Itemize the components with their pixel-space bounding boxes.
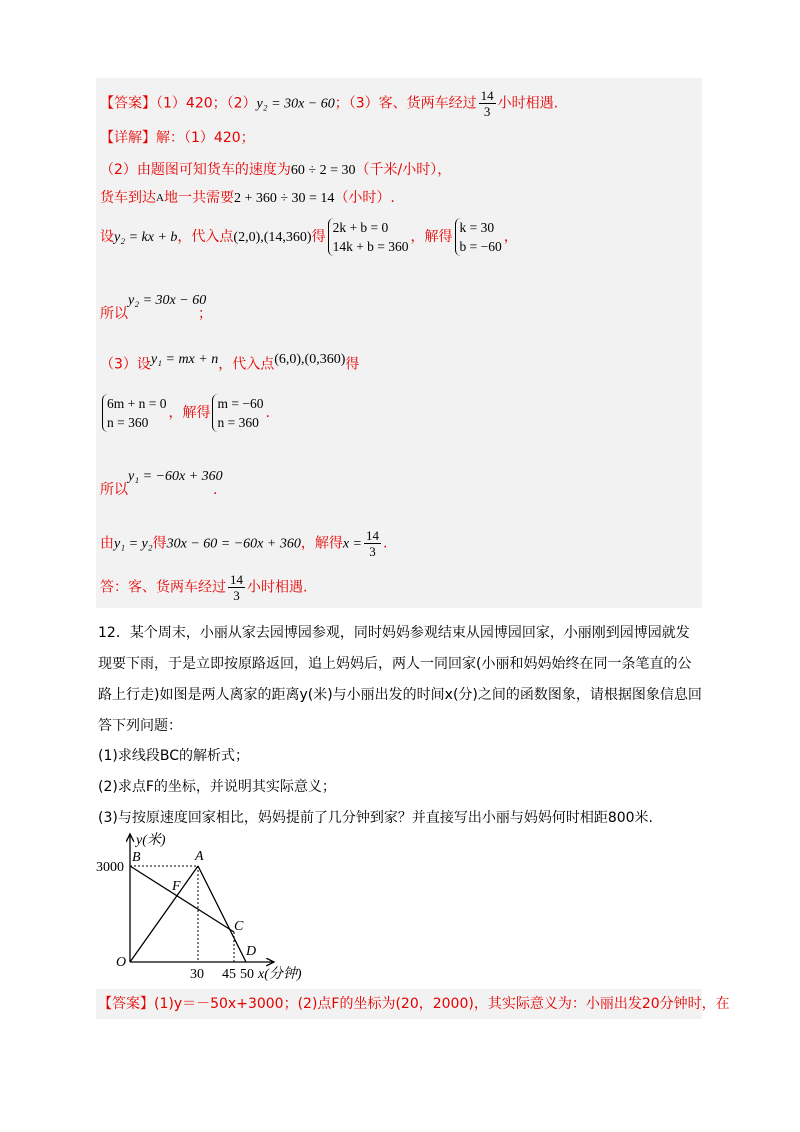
answer-line-2: 【详解】解：（1）420； — [100, 130, 255, 146]
answer-line-11: 答：客、货两车经过 $\frac{14}{3}$ 小时相遇. — [100, 572, 308, 603]
equation: y₂ = 30x − 60 — [256, 96, 335, 112]
x-axis-label: x(分钟) — [258, 967, 302, 982]
y-tick-label: 3000 — [96, 860, 124, 875]
equation-system: 2k + b = 0 14k + b = 360 — [328, 218, 409, 256]
fraction: $\frac{14}{3}$ — [366, 528, 379, 559]
answer-line-8: 6m + n = 0 n = 360 ，解得 m = −60 n = 360 . — [100, 394, 270, 432]
equation: 60 ÷ 2 = 30 — [290, 163, 356, 178]
answer-line-1: 【答案】（1）420；（2）y₂ = 30x − 60；（3）客、货两车经过 $\frac{14}{3}$ 小时相遇. — [100, 88, 559, 119]
x-tick-30: 30 — [190, 967, 204, 982]
bottom-answer-line: 【答案】(1)y＝－50x+3000；(2)点F的坐标为(20，2000)，其实际意义为：小丽出发20分钟时，在 — [98, 996, 730, 1012]
answer-line-3: （2）由题图可知货车的速度为60 ÷ 2 = 30（千米/小时）， — [100, 162, 452, 178]
question-text-3: 路上行走)如图是两人离家的距离y(米)与小丽出发的时间x(分)之间的函数图象，请根据图象信息回 — [98, 687, 702, 703]
point-a-label: A — [195, 849, 204, 864]
point-b-label: B — [132, 850, 141, 865]
sub-question-3: (3)与按原速度回家相比，妈妈提前了几分钟到家？并直接写出小丽与妈妈何时相距800米. — [98, 810, 654, 826]
origin-label: O — [116, 955, 127, 970]
point-c-label: C — [234, 919, 244, 934]
fraction: $\frac{14}{3}$ — [230, 572, 243, 603]
answer-tag: 【答案】 — [98, 996, 154, 1012]
equation: 2 + 360 ÷ 30 = 14 — [233, 191, 335, 206]
line-b-c — [130, 866, 234, 932]
function-graph — [94, 830, 324, 982]
answer-line-7: （3）设y₁ = mx + n，代入点(6,0),(0,360)得 — [100, 352, 360, 373]
answer-line-6a: y₂ = 30x − 60 — [128, 293, 207, 308]
answer-line-6b: 所以 ； — [100, 306, 212, 322]
answer-line-9a: y₁ = −60x + 360 — [128, 469, 223, 484]
answer-line-10: 由y₁ = y₂得30x − 60 = −60x + 360，解得x = $\frac{14}{3}$ . — [100, 528, 388, 559]
x-tick-50: 50 — [240, 967, 254, 982]
x-tick-45: 45 — [222, 967, 236, 982]
sub-question-2: (2)求点F的坐标，并说明其实际意义； — [98, 779, 336, 795]
equation-system: k = 30 b = −60 — [455, 218, 502, 256]
point-d-label: D — [246, 944, 257, 959]
question-text-4: 答下列问题： — [98, 718, 182, 734]
sub-question-1: (1)求线段BC的解析式； — [98, 748, 249, 764]
answer-line-9b: 所以 . — [100, 482, 218, 498]
answer-tag: 【答案】 — [100, 95, 156, 112]
point-f-label: F — [172, 879, 181, 894]
answer-line-5: 设y₂ = kx + b，代入点(2,0),(14,360)得 2k + b = 0 14k + b = 360 ，解得 k = 30 b = −60 ， — [100, 220, 518, 254]
detail-tag: 【详解】 — [100, 130, 156, 146]
equation-system: 6m + n = 0 n = 360 — [102, 394, 166, 432]
question-text-1: 12．某个周末，小丽从家去园博园参观，同时妈妈参观结束从园博园回家，小丽刚到园博园就发 — [98, 625, 690, 641]
question-text-2: 现要下雨，于是立即按原路返回，追上妈妈后，两人一同回家(小丽和妈妈始终在同一条笔直的公 — [98, 656, 692, 672]
equation-system: m = −60 n = 360 — [212, 394, 263, 432]
fraction: $\frac{14}{3}$ — [480, 88, 494, 119]
line-o-a — [130, 866, 198, 962]
y-axis-label: y(米) — [136, 833, 166, 848]
answer-line-4: 货车到达$^A$地一共需要2 + 360 ÷ 30 = 14（小时）. — [100, 190, 395, 206]
